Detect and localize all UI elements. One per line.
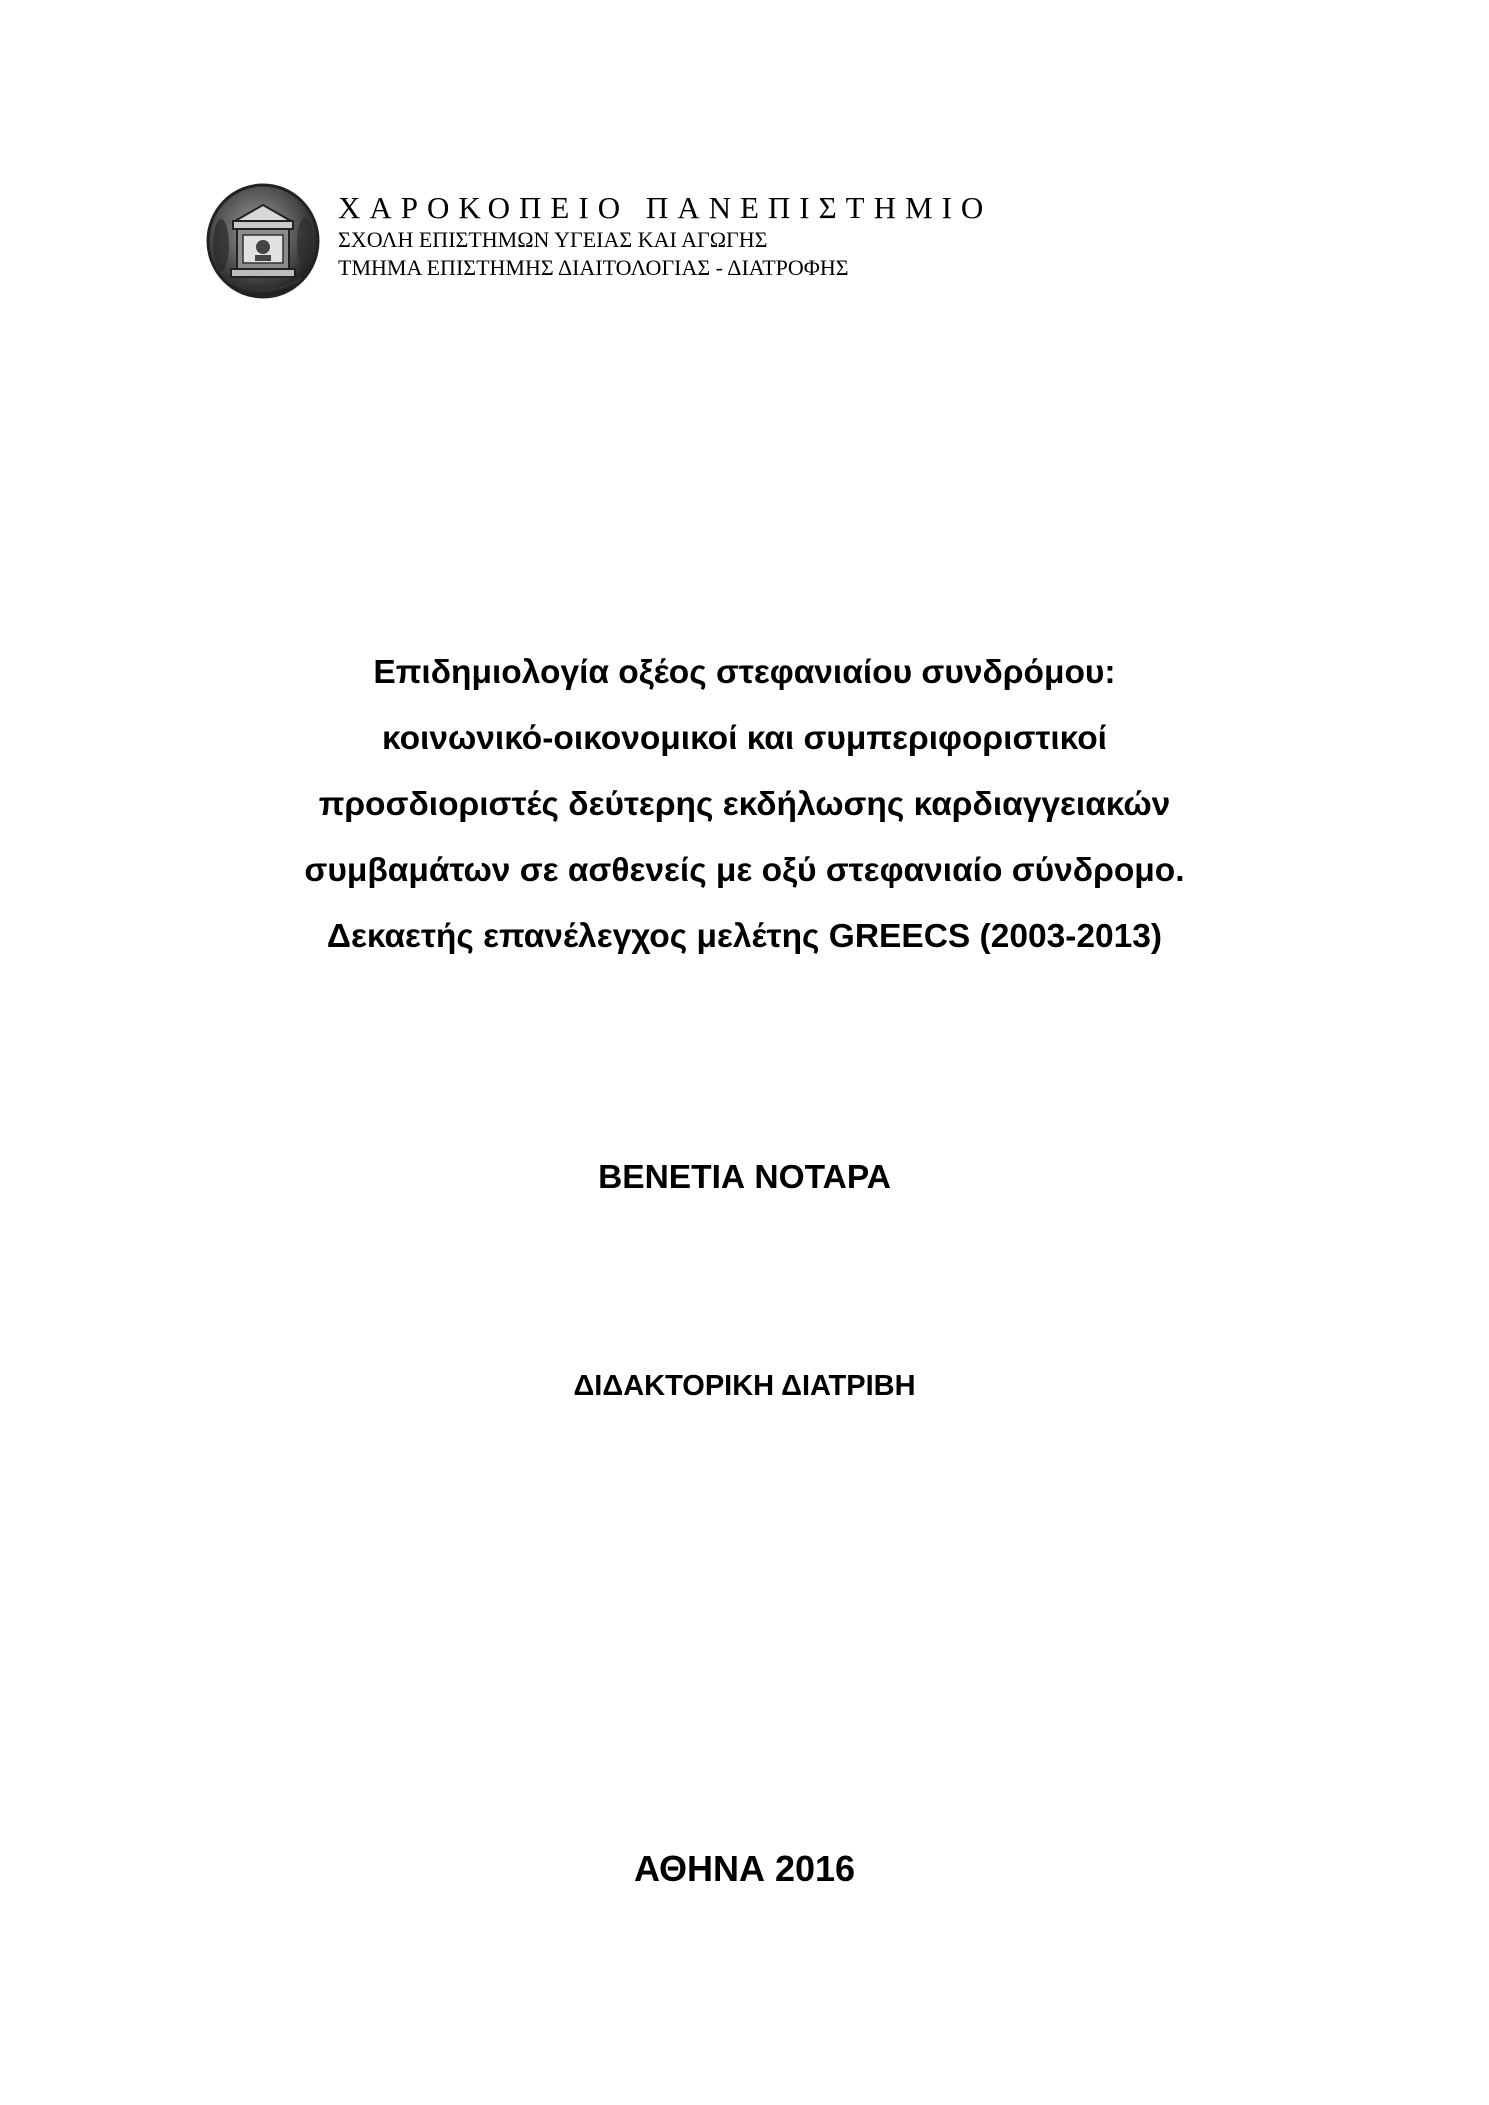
institution-name: ΧΑΡΟΚΟΠΕΙΟ ΠΑΝΕΠΙΣΤΗΜΙΟ xyxy=(338,190,993,225)
thesis-title-line: συμβαμάτων σε ασθενείς με οξύ στεφανιαίο σύνδρομο. xyxy=(304,852,1185,889)
document-type: ΔΙΔΑΚΤΟΡΙΚΗ ΔΙΑΤΡΙΒΗ xyxy=(573,1370,916,1402)
thesis-title xyxy=(150,640,1339,970)
thesis-title-line: Δεκαετής επανέλεγχος μελέτης GREECS (2003-2013) xyxy=(326,918,1163,955)
thesis-title-line: προσδιοριστές δεύτερης εκδήλωσης καρδιαγγειακών xyxy=(318,786,1171,823)
place-and-year: ΑΘΗΝΑ 2016 xyxy=(633,1848,856,1889)
school-name: ΣΧΟΛΗ ΕΠΙΣΤΗΜΩΝ ΥΓΕΙΑΣ ΚΑΙ ΑΓΩΓΗΣ xyxy=(338,227,768,252)
author-name: ΒΕΝΕΤΙΑ ΝΟΤΑΡΑ xyxy=(598,1159,891,1196)
thesis-title-line: κοινωνικό-οικονομικοί και συμπεριφοριστικοί xyxy=(382,720,1107,757)
thesis-title-line: Επιδημιολογία οξέος στεφανιαίου συνδρόμου: xyxy=(373,654,1116,691)
department-name: ΤΜΗΜΑ ΕΠΙΣΤΗΜΗΣ ΔΙΑΙΤΟΛΟΓΙΑΣ - ΔΙΑΤΡΟΦΗΣ xyxy=(338,255,849,280)
institution-text-block xyxy=(338,191,992,281)
university-coin-seal-icon xyxy=(205,183,321,299)
institution-header xyxy=(205,183,1105,313)
